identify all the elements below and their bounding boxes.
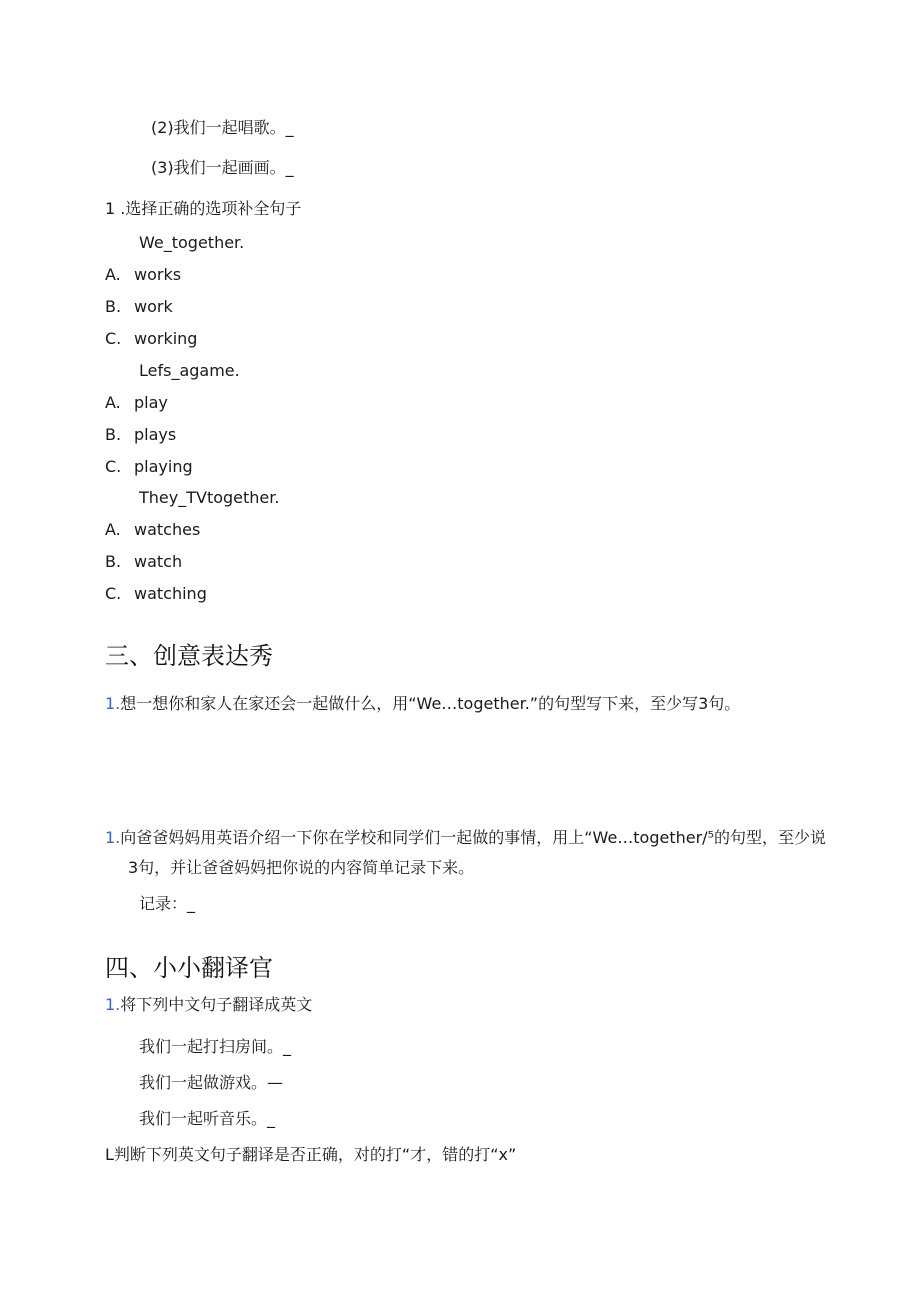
question-number: 1. — [105, 694, 121, 713]
mc-question-stem: We_together. — [139, 233, 245, 252]
option-letter: C. — [105, 584, 122, 603]
section-3-question-2 — [105, 828, 826, 848]
option-letter: C. — [105, 329, 122, 348]
option-letter: A. — [105, 393, 121, 412]
option-text: playing — [134, 457, 193, 476]
option-text: works — [134, 265, 182, 284]
section-3-question-1 — [105, 694, 740, 714]
option-a[interactable] — [105, 520, 200, 540]
translate-item-3[interactable]: 我们一起听音乐。_ — [139, 1109, 276, 1128]
mc-heading: 1 .选择正确的选项补全句子 — [105, 199, 302, 218]
option-b[interactable] — [105, 425, 176, 445]
sentence-2: (2)我们一起唱歌。_ — [151, 118, 294, 137]
option-text: working — [134, 329, 198, 348]
option-a[interactable] — [105, 393, 168, 413]
mc-question-stem: Lefs_agame. — [139, 361, 240, 380]
option-c[interactable] — [105, 457, 193, 477]
option-text: watching — [134, 584, 207, 603]
option-letter: C. — [105, 457, 122, 476]
option-letter: B. — [105, 552, 122, 571]
mc-question-stem: They_TVtogether. — [139, 488, 280, 507]
section-4-title: 四、小小翻译官 — [105, 954, 273, 982]
option-a[interactable] — [105, 265, 181, 285]
section-4-question-1 — [105, 995, 312, 1015]
question-number: 1. — [105, 995, 121, 1014]
option-c[interactable] — [105, 329, 197, 349]
translate-item-1[interactable]: 我们一起打扫房间。_ — [139, 1037, 292, 1056]
option-text: work — [134, 297, 173, 316]
option-text: watches — [134, 520, 201, 539]
option-letter: A. — [105, 520, 121, 539]
option-c[interactable] — [105, 584, 207, 604]
translate-item-2[interactable]: 我们一起做游戏。— — [139, 1073, 284, 1092]
question-text: 将下列中文句子翻译成英文 — [120, 995, 313, 1014]
question-text-continued: 3句，并让爸爸妈妈把你说的内容简单记录下来。 — [128, 858, 475, 877]
question-number: 1. — [105, 828, 121, 847]
option-b[interactable] — [105, 552, 182, 572]
section-3-title: 三、创意表达秀 — [105, 642, 273, 670]
option-text: watch — [134, 552, 183, 571]
record-field[interactable]: 记录：_ — [139, 894, 196, 913]
option-letter: A. — [105, 265, 121, 284]
question-text: 想一想你和家人在家还会一起做什么，用“We…together.”的句型写下来，至少写3句。 — [120, 694, 741, 713]
option-letter: B. — [105, 297, 122, 316]
option-b[interactable] — [105, 297, 173, 317]
judge-instruction: L判断下列英文句子翻译是否正确，对的打“才，错的打“x” — [105, 1145, 517, 1164]
option-letter: B. — [105, 425, 122, 444]
sentence-3: (3)我们一起画画。_ — [151, 158, 294, 177]
option-text: play — [134, 393, 168, 412]
question-text: 向爸爸妈妈用英语介绍一下你在学校和同学们一起做的事情，用上“We…together/⁵的句型，至少说 — [120, 828, 826, 847]
option-text: plays — [134, 425, 177, 444]
